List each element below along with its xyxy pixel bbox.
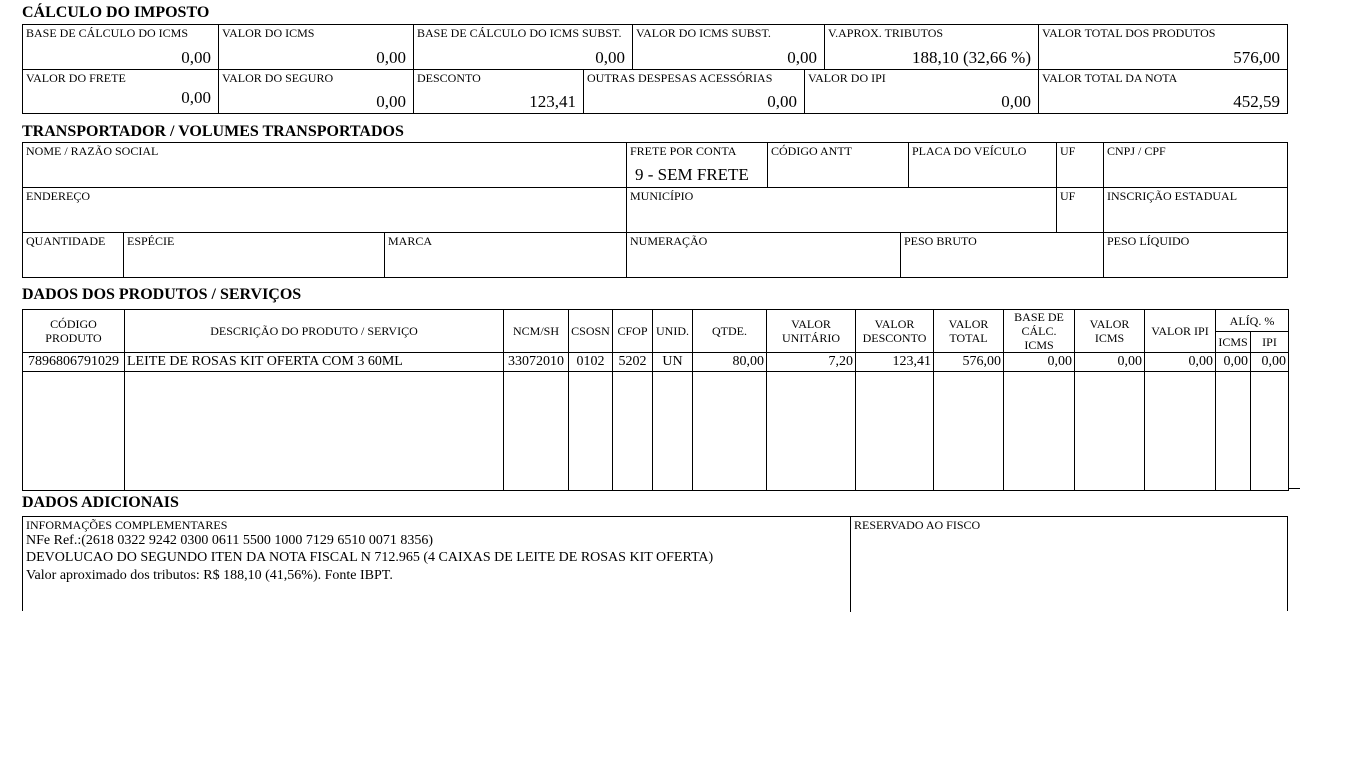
cell-aliq-ipi: 0,00 bbox=[1251, 353, 1289, 372]
peso-bruto-cell bbox=[901, 233, 1104, 277]
field-label: VALOR TOTAL DOS PRODUTOS bbox=[1042, 26, 1216, 40]
produtos-title: DADOS DOS PRODUTOS / SERVIÇOS bbox=[22, 286, 302, 303]
field-value: 0,00 bbox=[376, 48, 406, 67]
endereco-cell bbox=[23, 188, 627, 233]
field-label: VALOR DO ICMS bbox=[222, 26, 315, 40]
valor-total-nota-cell bbox=[1039, 70, 1287, 113]
field-value: 0,00 bbox=[767, 92, 797, 111]
field-label: PESO LÍQUIDO bbox=[1107, 234, 1190, 248]
quantidade-cell bbox=[23, 233, 124, 277]
transportador-box bbox=[22, 142, 1288, 278]
field-label: NOME / RAZÃO SOCIAL bbox=[26, 144, 159, 158]
numeracao-cell bbox=[627, 233, 901, 277]
col-codigo-header: CÓDIGO PRODUTO bbox=[23, 310, 125, 353]
municipio-cell bbox=[627, 188, 1057, 233]
cell-aliq-icms: 0,00 bbox=[1216, 353, 1251, 372]
reservado-fisco-label: RESERVADO AO FISCO bbox=[854, 518, 981, 532]
cnpj-cell bbox=[1104, 143, 1287, 188]
col-unid-header: UNID. bbox=[653, 310, 693, 353]
marca-cell bbox=[385, 233, 627, 277]
table-bottom-rule bbox=[1288, 488, 1300, 489]
uf-cell bbox=[1057, 143, 1104, 188]
col-qtde-header: QTDE. bbox=[693, 310, 767, 353]
tributos-line: Valor aproximado dos tributos: R$ 188,10 (41,56%). Fonte IBPT. bbox=[26, 568, 393, 583]
cell-ncm: 33072010 bbox=[504, 353, 569, 372]
field-label: VALOR DO ICMS SUBST. bbox=[636, 26, 771, 40]
col-valor-ipi-header: VALOR IPI bbox=[1145, 310, 1216, 353]
field-label: VALOR TOTAL DA NOTA bbox=[1042, 71, 1178, 85]
col-valor-unitario-header: VALOR UNITÁRIO bbox=[767, 310, 856, 353]
field-value: 0,00 bbox=[1001, 92, 1031, 111]
base-icms-subst-cell bbox=[414, 25, 633, 70]
field-label: BASE DE CÁLCULO DO ICMS SUBST. bbox=[417, 26, 622, 40]
peso-liquido-cell bbox=[1104, 233, 1287, 277]
cell-codigo: 7896806791029 bbox=[23, 353, 125, 372]
field-label: BASE DE CÁLCULO DO ICMS bbox=[26, 26, 189, 40]
cell-valor-icms: 0,00 bbox=[1075, 353, 1145, 372]
col-ncm-header: NCM/SH bbox=[504, 310, 569, 353]
cell-qtde: 80,00 bbox=[693, 353, 767, 372]
field-value: 0,00 bbox=[376, 92, 406, 111]
cell-valor-total: 576,00 bbox=[934, 353, 1004, 372]
adicionais-title: DADOS ADICIONAIS bbox=[22, 494, 179, 511]
especie-cell bbox=[124, 233, 385, 277]
field-label: FRETE POR CONTA bbox=[630, 144, 737, 158]
field-label: PESO BRUTO bbox=[904, 234, 977, 248]
field-value: 452,59 bbox=[1233, 92, 1280, 111]
field-label: UF bbox=[1060, 189, 1076, 203]
col-cfop-header: CFOP bbox=[613, 310, 653, 353]
cell-descricao: LEITE DE ROSAS KIT OFERTA COM 3 60ML bbox=[125, 353, 504, 372]
info-complementares-label: INFORMAÇÕES COMPLEMENTARES bbox=[26, 518, 228, 532]
placa-cell bbox=[909, 143, 1057, 188]
frete-value: 9 - SEM FRETE bbox=[635, 165, 749, 184]
col-aliq-header: ALÍQ. % bbox=[1216, 310, 1289, 332]
field-value: 576,00 bbox=[1233, 48, 1280, 67]
field-label: ENDEREÇO bbox=[26, 189, 90, 203]
field-label: UF bbox=[1060, 144, 1076, 158]
base-icms-cell bbox=[23, 25, 219, 70]
cell-unid: UN bbox=[653, 353, 693, 372]
field-label: CNPJ / CPF bbox=[1107, 144, 1166, 158]
nfe-ref-line: NFe Ref.:(2618 0322 9242 0300 0611 5500 1000 7129 6510 0071 8356) bbox=[26, 533, 434, 548]
field-value: 123,41 bbox=[529, 92, 576, 111]
field-label: MUNICÍPIO bbox=[630, 189, 694, 203]
frete-cell bbox=[627, 143, 768, 188]
field-value: 0,00 bbox=[181, 48, 211, 67]
vaprox-tributos-cell bbox=[825, 25, 1039, 70]
field-label: VALOR DO IPI bbox=[808, 71, 886, 85]
col-aliq-ipi-header: IPI bbox=[1251, 332, 1289, 353]
nome-cell bbox=[23, 143, 627, 188]
cell-valor-ipi: 0,00 bbox=[1145, 353, 1216, 372]
ie-cell bbox=[1104, 188, 1287, 233]
valor-icms-cell bbox=[219, 25, 414, 70]
col-csosn-header: CSOSN bbox=[569, 310, 613, 353]
valor-icms-subst-cell bbox=[633, 25, 825, 70]
uf2-cell bbox=[1057, 188, 1104, 233]
calculo-box bbox=[22, 24, 1288, 114]
field-label: ESPÉCIE bbox=[127, 234, 175, 248]
col-valor-desconto-header: VALOR DESCONTO bbox=[856, 310, 934, 353]
field-label: NUMERAÇÃO bbox=[630, 234, 708, 248]
desconto-cell bbox=[414, 70, 584, 113]
valor-total-produtos-cell bbox=[1039, 25, 1287, 70]
adicionais-box bbox=[22, 516, 1288, 611]
outras-despesas-cell bbox=[584, 70, 805, 113]
col-descricao-header: DESCRIÇÃO DO PRODUTO / SERVIÇO bbox=[125, 310, 504, 353]
valor-seguro-cell bbox=[219, 70, 414, 113]
field-label: MARCA bbox=[388, 234, 433, 248]
cell-csosn: 0102 bbox=[569, 353, 613, 372]
field-label: INSCRIÇÃO ESTADUAL bbox=[1107, 189, 1238, 203]
field-value: 188,10 (32,66 %) bbox=[912, 48, 1031, 67]
field-label: V.APROX. TRIBUTOS bbox=[828, 26, 944, 40]
antt-cell bbox=[768, 143, 909, 188]
field-label: PLACA DO VEÍCULO bbox=[912, 144, 1027, 158]
empty-table-row bbox=[23, 372, 1289, 491]
valor-frete-cell bbox=[23, 70, 219, 113]
reservado-fisco-cell bbox=[851, 517, 1287, 612]
cell-valor-unitario: 7,20 bbox=[767, 353, 856, 372]
info-complementares-cell bbox=[23, 517, 851, 612]
field-label: VALOR DO FRETE bbox=[26, 71, 126, 85]
cell-base-icms: 0,00 bbox=[1004, 353, 1075, 372]
valor-ipi-cell bbox=[805, 70, 1039, 113]
cell-valor-desconto: 123,41 bbox=[856, 353, 934, 372]
products-table bbox=[22, 309, 1289, 491]
col-base-icms-header: BASE DE CÁLC. ICMS bbox=[1004, 310, 1075, 353]
table-row bbox=[23, 353, 1289, 372]
field-label: QUANTIDADE bbox=[26, 234, 106, 248]
col-aliq-icms-header: ICMS bbox=[1216, 332, 1251, 353]
field-label: CÓDIGO ANTT bbox=[771, 144, 852, 158]
field-label: OUTRAS DESPESAS ACESSÓRIAS bbox=[587, 71, 773, 85]
transportador-title: TRANSPORTADOR / VOLUMES TRANSPORTADOS bbox=[22, 123, 404, 140]
devolucao-line: DEVOLUCAO DO SEGUNDO ITEN DA NOTA FISCAL N 712.965 (4 CAIXAS DE LEITE DE ROSAS KIT OFERTA) bbox=[26, 550, 714, 565]
field-label: DESCONTO bbox=[417, 71, 481, 85]
col-valor-icms-header: VALOR ICMS bbox=[1075, 310, 1145, 353]
field-value: 0,00 bbox=[595, 48, 625, 67]
field-label: VALOR DO SEGURO bbox=[222, 71, 334, 85]
cell-cfop: 5202 bbox=[613, 353, 653, 372]
field-value: 0,00 bbox=[787, 48, 817, 67]
field-value: 0,00 bbox=[181, 88, 211, 107]
col-valor-total-header: VALOR TOTAL bbox=[934, 310, 1004, 353]
calculo-title: CÁLCULO DO IMPOSTO bbox=[22, 4, 210, 21]
